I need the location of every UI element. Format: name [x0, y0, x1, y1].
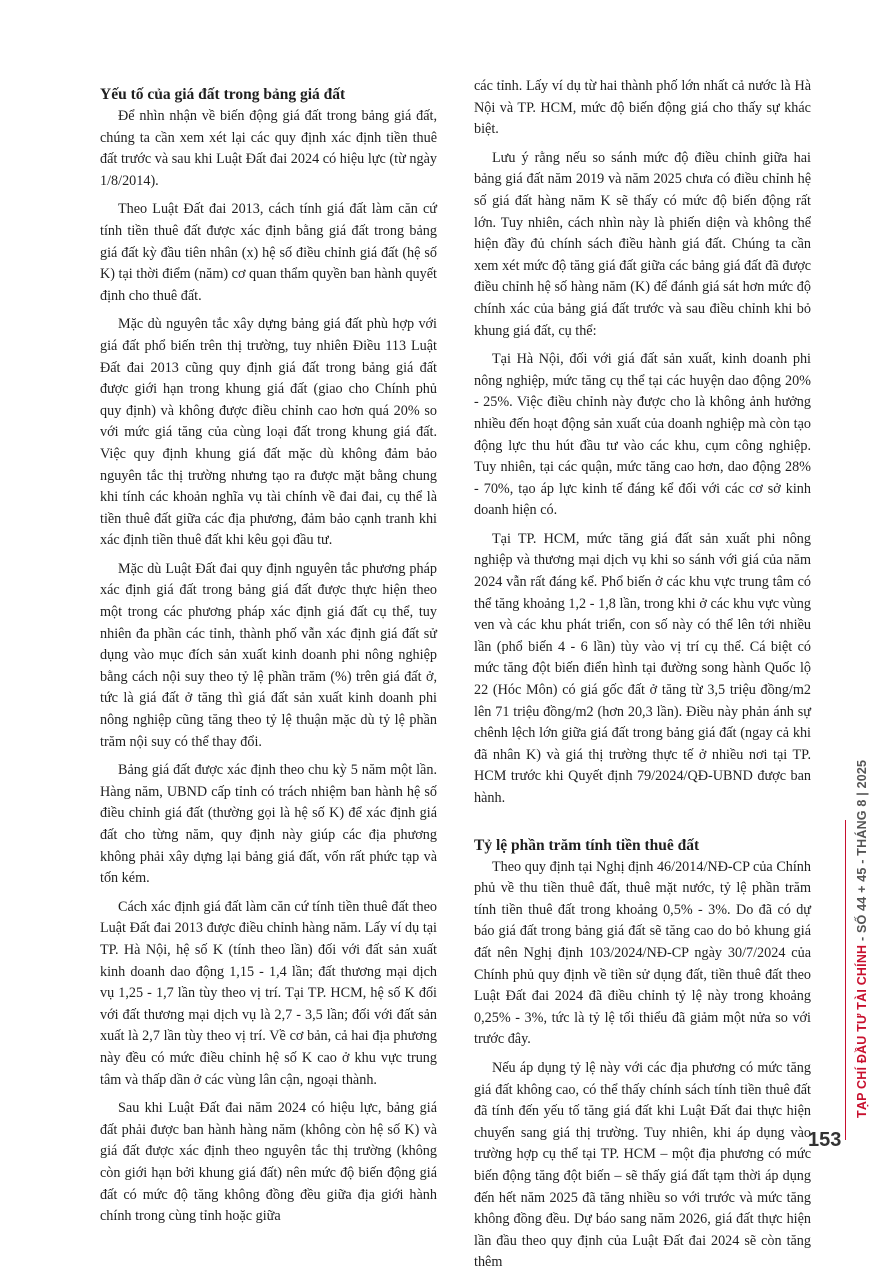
paragraph: Sau khi Luật Đất đai năm 2024 có hiệu lực, bảng giá đất phải được ban hành hàng năm (không còn hệ số K) và giá đất được xác định theo nguyên tắc thị trường (không còn giới hạn bởi khung giá đất) nên mức độ biến động giá đất có mức độ tăng không đồng đều giữa địa giới hành chính trong cùng tỉnh hoặc giữa — [100, 1100, 437, 1225]
right-column — [474, 76, 811, 1274]
paragraph: Mặc dù Luật Đất đai quy định nguyên tắc phương pháp xác định giá đất trong bảng giá đất được thực hiện theo một trong các phương pháp xác định giá đất cụ thể, tuy nhiên đa phần các tỉnh, thành phố vẫn xác định giá đất sử dụng vào mục đích sản xuất kinh doanh phi nông nghiệp bằng cách nội suy theo tỷ lệ phần trăm (%) trên giá đất ở, tức là giá đất ở tăng thì giá đất sản xuất kinh doanh phi nông nghiệp cũng tăng theo tỷ lệ thuận mặc dù tỷ lệ phần trăm nội suy có thể thay đổi. — [100, 560, 437, 750]
paragraph: Tại Hà Nội, đối với giá đất sản xuất, kinh doanh phi nông nghiệp, mức tăng cụ thể tại các huyện dao động 20% - 25%. Việc điều chỉnh này được cho là không ảnh hưởng nhiều đến hoạt động sản xuất của doanh nghiệp mà còn tạo động lực thu hút đầu tư vào các khu, cụm công nghiệp. Tuy nhiên, tại các quận, mức tăng cao hơn, dao động 28% - 70%, tạo áp lực kinh tế đáng kể đối với các cơ sở kinh doanh hiện có. — [474, 351, 811, 519]
issue-info: - SỐ 44 + 45 - THÁNG 8 | 2025 — [855, 759, 869, 945]
paragraph: Theo quy định tại Nghị định 46/2014/NĐ-CP của Chính phủ về thu tiền thuê đất, thuê mặt nước, tỷ lệ phần trăm tính tiền thuê đất trong khoảng 0,5% - 3%. Do đã có dự báo giá đất trong bảng giá đất sẽ tăng cao do bỏ khung giá đất nên Nghị định 103/2024/NĐ-CP ngày 30/7/2024 của Chính phủ quy định về tiền sử dụng đất, tiền thuê đất theo Luật Đất đai 2024 đã điều chỉnh tỷ lệ này trong khoảng 0,25% - 3%, tức là tỷ lệ tối thiểu đã giảm một nửa so với trước đây. — [474, 858, 811, 1048]
section-heading: Yếu tố của giá đất trong bảng giá đất — [100, 86, 346, 103]
sidebar-rule — [845, 820, 846, 1140]
paragraph-continued: các tỉnh. Lấy ví dụ từ hai thành phố lớn nhất cả nước là Hà Nội và TP. HCM, mức độ biến động giá cho thấy sự khác biệt. — [474, 78, 811, 138]
paragraph: Nếu áp dụng tỷ lệ này với các địa phương có mức tăng giá đất không cao, có thể thấy chính sách tính tiền thuê đất đã tính đến yếu tố tăng giá đất khi Luật Đất đai thực hiện chuyển sang giá thị trường. Tuy nhiên, khi áp dụng vào trường hợp cụ thể tại TP. HCM – một địa phương có mức biến động tăng đột biến – sẽ thấy giá đất tạm thời áp dụng đến hết năm 2025 đã tăng nhiều so với trước và mức tăng không đồng đều. Dự báo sang năm 2026, giá đất thực hiện lần đầu theo quy định của Luật Đất đai 2024 sẽ còn tăng thêm — [474, 1059, 811, 1271]
paragraph: Mặc dù nguyên tắc xây dựng bảng giá đất phù hợp với giá đất phổ biến trên thị trường, tuy nhiên Điều 113 Luật Đất đai 2013 cũng quy định giá đất trong bảng giá đất được giới hạn trong khung giá đất (giao cho Chính phủ quy định) và không được điều chỉnh cao hơn quá 20% so với mức giá tăng của cùng loại đất trong khung giá đất. Việc quy định khung giá đất mặc dù không đảm bảo nguyên tắc thị trường nhưng tạo ra được mặt bằng chung khi tính các khoản nghĩa vụ tài chính về đai đai, cụ thể là tiền thuê đất giữa các địa phương, đảm bảo cạnh tranh khi xác định tiền thuê đất khi kêu gọi đầu tư. — [100, 316, 437, 549]
left-column — [100, 85, 437, 1228]
paragraph: Để nhìn nhận về biến động giá đất trong bảng giá đất, chúng ta cần xem xét lại các quy định xác định tiền thuê đất trước và sau khi Luật Đất đai 2024 có hiệu lực (từ ngày 1/8/2014). — [100, 108, 437, 189]
paragraph: Tại TP. HCM, mức tăng giá đất sản xuất phi nông nghiệp và thương mại dịch vụ khi so sánh với giá của năm 2024 vẫn rất đáng kể. Phổ biến ở các khu vực trung tâm có thể tăng khoảng 1,2 - 1,8 lần, trong khi ở các khu vực vùng ven và các khu phát triển, con số này có thể lên tới nhiều lần (phổ biến 4 - 6 lần) tùy vào vị trí cụ thể. Cá biệt có mức tăng đột biến điển hình tại đường song hành Quốc lộ 22 (Hóc Môn) có giá gốc đất ở tăng từ 3,5 triệu đồng/m2 lên 71 triệu đồng/m2 (hơn 20,3 lần). Điều này phản ánh sự chênh lệch lớn giữa giá đất trong bảng giá đất (ngay cả khi đã nhân K) và giá thị trường thực tế ở nhiều nơi tại TP. HCM trước khi Quyết định 79/2024/QĐ-UBND được ban hành. — [474, 530, 811, 806]
page-number: 153 — [808, 1129, 842, 1151]
paragraph: Bảng giá đất được xác định theo chu kỳ 5 năm một lần. Hàng năm, UBND cấp tỉnh có trách nhiệm ban hành hệ số điều chỉnh giá đất (thường gọi là hệ số K) để xác định giá đất cho từng năm, quy định này giúp các địa phương không phải xây dựng lại bảng giá đất, vốn rất phức tạp và tốn kém. — [100, 762, 437, 887]
paragraph: Theo Luật Đất đai 2013, cách tính giá đất làm căn cứ tính tiền thuê đất được xác định bằng giá đất trong bảng giá đất kỳ đầu tiên nhân (x) hệ số điều chỉnh giá đất (hệ số K) tại thời điểm (năm) cơ quan thẩm quyền ban hành quyết định cho thuê đất. — [100, 201, 437, 304]
paragraph: Cách xác định giá đất làm căn cứ tính tiền thuê đất theo Luật Đất đai 2013 được điều chỉnh hàng năm. Lấy ví dụ tại TP. Hà Nội, hệ số K (tính theo lần) đối với đất sản xuất kinh doanh dao động 1,15 - 1,4 lần; đất thương mại dịch vụ 1,25 - 1,7 lần tùy theo vị trí. Tại TP. HCM, hệ số K đối với đất thương mại dịch vụ là 2,7 - 3,5 lần; đối với đất sản xuất là 2,7 lần tùy theo vị trí. Về cơ bản, cả hai địa phương này đều có mức điều chỉnh hệ số K cao ở khu vực trung tâm và thấp dần ở các vùng lân cận, ngoại thành. — [100, 898, 437, 1088]
magazine-name: TẠP CHÍ ĐẦU TƯ TÀI CHÍNH — [855, 944, 869, 1118]
section-heading-2: Tỷ lệ phần trăm tính tiền thuê đất — [474, 836, 700, 854]
paragraph: Lưu ý rằng nếu so sánh mức độ điều chỉnh giữa hai bảng giá đất năm 2019 và năm 2025 chưa có điều chỉnh hệ số giá đất hàng năm K sẽ thấy có mức độ biến động rất lớn. Tuy nhiên, cách nhìn này là phiến diện và không thể hiện đầy đủ chính sách điều hành giá đất. Chúng ta cần xem xét mức độ tăng giá đất giữa các bảng giá đất đã được điều chỉnh hệ số hàng năm (K) để đánh giá sát hơn mức độ chính xác của bảng giá đất trước và sau điều chỉnh khi bỏ khung giá đất, cụ thể: — [474, 149, 811, 339]
magazine-issue-label — [855, 760, 869, 1118]
